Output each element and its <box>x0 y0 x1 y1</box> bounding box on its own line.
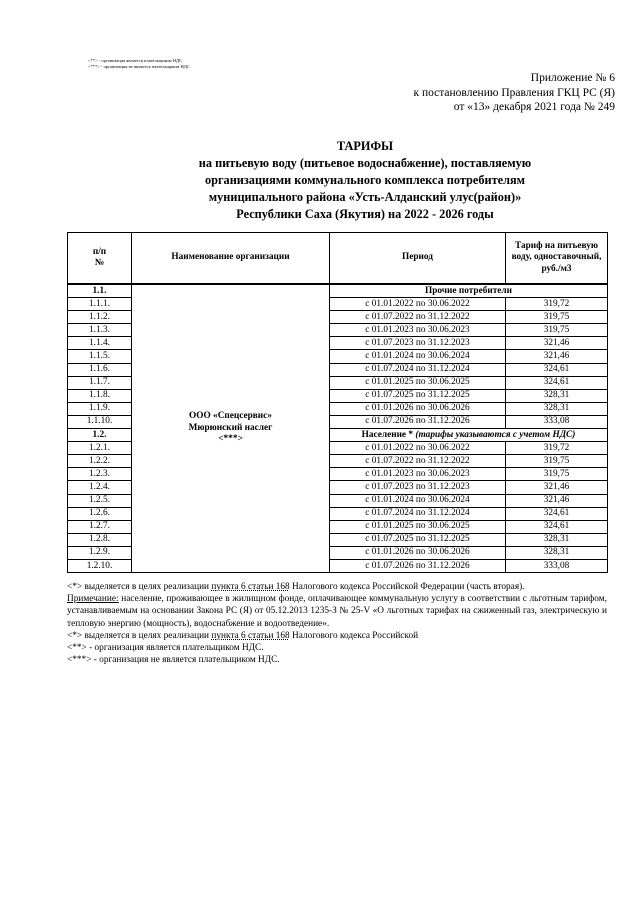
row-tariff-value: 324,61 <box>506 376 608 389</box>
title-line-2: на питьевую воду (питьевое водоснабжение), поставляемую <box>198 156 532 170</box>
row-period: с 01.01.2022 по 30.06.2022 <box>330 298 506 311</box>
row-tariff-value: 319,72 <box>506 442 608 455</box>
row-tariff-value: 319,72 <box>506 298 608 311</box>
row-number: 1.1.7. <box>68 376 132 389</box>
footnote-1-text: <*> выделяется в целях реализации <box>67 582 212 592</box>
appendix-line-2: к постановлению Правления ГКЦ РС (Я) <box>413 86 615 99</box>
row-number: 1.1.5. <box>68 350 132 363</box>
appendix-line-3: от «13» декабря 2021 года № 249 <box>453 101 615 113</box>
section-title <box>330 429 608 442</box>
header-number-line-2: № <box>94 258 105 268</box>
organization-line1: ООО «Спецсервис» <box>189 411 272 422</box>
footnote-2-text-end: Налогового кодекса Российской <box>289 630 419 641</box>
row-tariff-value: 328,31 <box>506 546 608 559</box>
header-organization: Наименование организации <box>132 233 330 285</box>
section-number: 1.2. <box>68 429 132 442</box>
title-line-4: муниципального района «Усть-Алданский улус(район)» <box>208 190 522 204</box>
header-number-line-1: п/п <box>92 246 107 257</box>
row-number: 1.1.2. <box>68 311 132 324</box>
document-title <box>60 138 640 223</box>
row-period: с 01.07.2026 по 31.12.2026 <box>330 559 506 572</box>
row-period: с 01.01.2024 по 30.06.2024 <box>330 350 506 363</box>
footnote-3: <**> - организация является плательщиком НДС. <box>67 643 264 654</box>
row-number: 1.1.8. <box>68 389 132 402</box>
row-period: с 01.07.2023 по 31.12.2023 <box>330 337 506 350</box>
section-title-main: Население * <box>361 429 416 440</box>
row-number: 1.1.4. <box>68 337 132 350</box>
tariff-table <box>67 232 608 573</box>
footnote-4: <***> - организация не является плательщиком НДС. <box>67 655 280 666</box>
tax-code-link-1[interactable]: пункта 6 статьи 168 <box>211 582 290 592</box>
table-header-row <box>68 233 608 285</box>
header-number <box>68 233 132 285</box>
row-period: с 01.01.2023 по 30.06.2023 <box>330 468 506 481</box>
title-line-5: Республики Саха (Якутия) на 2022 - 2026 годы <box>236 207 494 221</box>
footnote-1-text-end: Налогового кодекса Российской Федерации (часть вторая). <box>289 582 525 592</box>
row-tariff-value: 319,75 <box>506 455 608 468</box>
row-tariff-value: 328,31 <box>506 389 608 402</box>
row-tariff-value: 324,61 <box>506 520 608 533</box>
row-number: 1.2.10. <box>68 559 132 572</box>
organization-line2: Мюрюнский наслег <box>188 422 273 433</box>
row-period: с 01.07.2022 по 31.12.2022 <box>330 311 506 324</box>
row-number: 1.1.9. <box>68 402 132 415</box>
row-tariff-value: 324,61 <box>506 363 608 376</box>
row-period: с 01.07.2024 по 31.12.2024 <box>330 363 506 376</box>
header-period: Период <box>330 233 506 285</box>
row-number: 1.2.7. <box>68 520 132 533</box>
row-period: с 01.07.2024 по 31.12.2024 <box>330 507 506 520</box>
row-period: с 01.07.2025 по 31.12.2025 <box>330 533 506 546</box>
row-number: 1.2.4. <box>68 481 132 494</box>
organization-line3: <***> <box>218 434 243 445</box>
row-period: с 01.07.2022 по 31.12.2022 <box>330 455 506 468</box>
row-number: 1.1.3. <box>68 324 132 337</box>
note <box>67 593 607 630</box>
row-tariff-value: 321,46 <box>506 481 608 494</box>
organization-cell <box>132 284 330 573</box>
row-tariff-value: 324,61 <box>506 507 608 520</box>
table-body <box>68 284 608 573</box>
footnote-2-text: <*> выделяется в целях реализации <box>67 630 212 641</box>
row-tariff-value: 321,46 <box>506 337 608 350</box>
row-number: 1.1.10. <box>68 415 132 428</box>
row-tariff-value: 333,08 <box>506 559 608 572</box>
row-tariff-value: 319,75 <box>506 324 608 337</box>
row-tariff-value: 328,31 <box>506 533 608 546</box>
row-number: 1.2.1. <box>68 442 132 455</box>
section-row <box>68 284 608 298</box>
row-tariff-value: 328,31 <box>506 402 608 415</box>
row-number: 1.1.6. <box>68 363 132 376</box>
row-tariff-value: 319,75 <box>506 468 608 481</box>
top-note-1: <**> - организация является плательщиком НДС <box>88 58 183 63</box>
header-tariff: Тариф на питьевую воду, одноставочный, руб./м3 <box>506 233 608 285</box>
tax-code-link-2[interactable]: пункта 6 статьи 168 <box>211 630 290 641</box>
note-label: Примечание: <box>67 594 119 605</box>
appendix-header <box>215 71 615 115</box>
row-period: с 01.01.2024 по 30.06.2024 <box>330 494 506 507</box>
footnotes <box>67 581 607 666</box>
row-period: с 01.01.2023 по 30.06.2023 <box>330 324 506 337</box>
note-text: население, проживающее в жилищном фонде, оплачивающее коммунальную услугу в соответствии с льготным тарифом, устанавливаемым на основании Закона РС (Я) от 05.12.2013 1235-З № 25-V «О льготных тарифах на сжиженный газ, электрическую и тепловую энергию (мощность), водоснабжение и водоотведение». <box>67 594 607 629</box>
row-period: с 01.07.2025 по 31.12.2025 <box>330 389 506 402</box>
section-title-note: (тарифы указываются с учетом НДС) <box>415 429 576 440</box>
row-period: с 01.01.2026 по 30.06.2026 <box>330 546 506 559</box>
row-number: 1.2.6. <box>68 507 132 520</box>
footnote-1 <box>67 581 607 593</box>
top-note-2: <***> - организация не является плательщиком НДС <box>88 64 190 69</box>
row-number: 1.2.5. <box>68 494 132 507</box>
row-number: 1.2.8. <box>68 533 132 546</box>
row-tariff-value: 333,08 <box>506 415 608 428</box>
title-line-1: ТАРИФЫ <box>336 139 394 153</box>
section-number: 1.1. <box>68 284 132 298</box>
row-tariff-value: 321,46 <box>506 494 608 507</box>
row-period: с 01.01.2025 по 30.06.2025 <box>330 376 506 389</box>
row-tariff-value: 321,46 <box>506 350 608 363</box>
row-number: 1.2.3. <box>68 468 132 481</box>
appendix-line-1: Приложение № 6 <box>530 72 615 84</box>
title-line-3: организациями коммунального комплекса потребителям <box>204 173 526 187</box>
row-tariff-value: 319,75 <box>506 311 608 324</box>
row-number: 1.1.1. <box>68 298 132 311</box>
row-period: с 01.01.2022 по 30.06.2022 <box>330 442 506 455</box>
row-period: с 01.01.2025 по 30.06.2025 <box>330 520 506 533</box>
section-title: Прочие потребители <box>330 284 608 298</box>
row-period: с 01.01.2026 по 30.06.2026 <box>330 402 506 415</box>
footnote-2 <box>67 630 607 642</box>
row-period: с 01.07.2026 по 31.12.2026 <box>330 415 506 428</box>
row-number: 1.2.9. <box>68 546 132 559</box>
row-number: 1.2.2. <box>68 455 132 468</box>
row-period: с 01.07.2023 по 31.12.2023 <box>330 481 506 494</box>
